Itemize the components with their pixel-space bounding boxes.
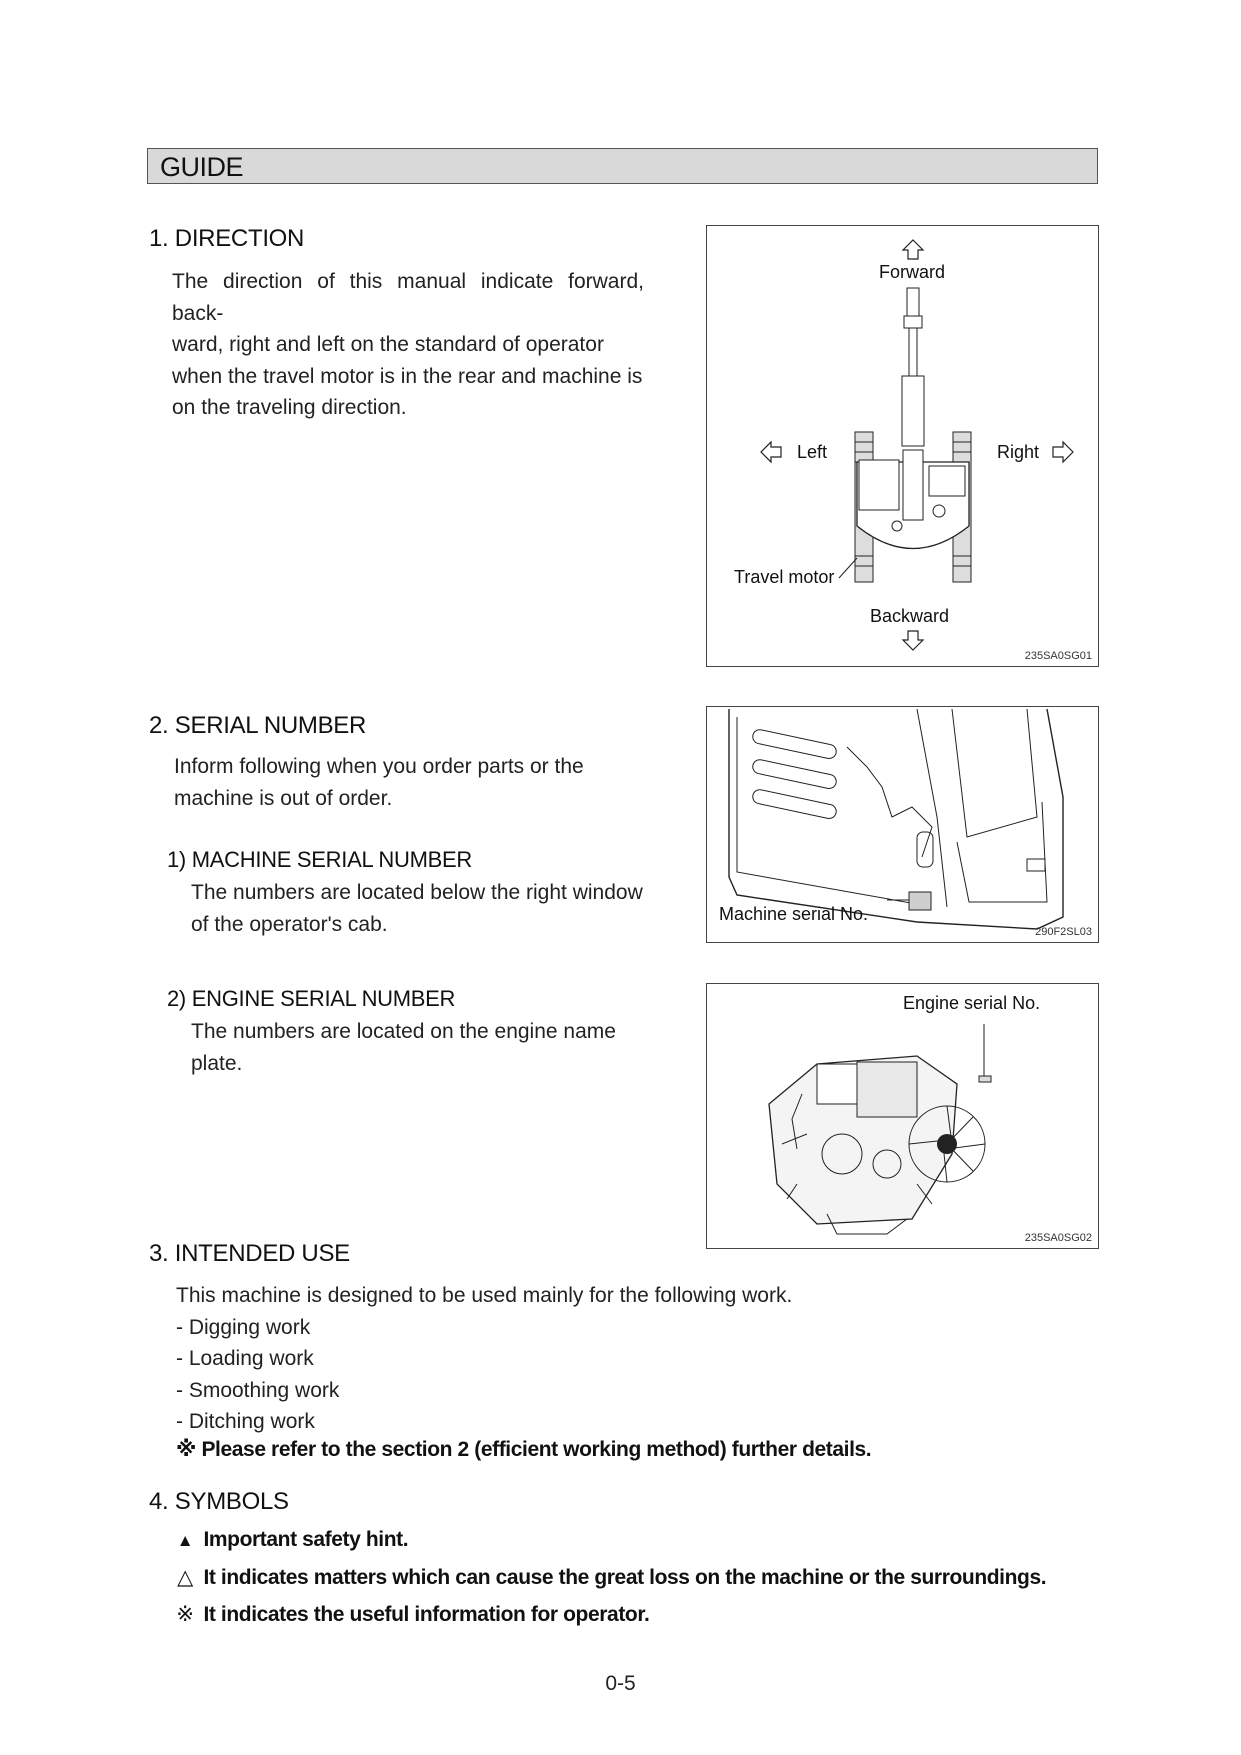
arrow-right-icon xyxy=(1053,442,1073,462)
engine-serial-label: Engine serial No. xyxy=(903,993,1041,1013)
forward-label: Forward xyxy=(879,262,946,282)
text-line: The direction of this manual indicate forward, back- xyxy=(172,270,644,325)
engine-illustration xyxy=(707,984,1098,1248)
arrow-down-icon xyxy=(903,631,923,650)
machine-serial-heading: 1) MACHINE SERIAL NUMBER xyxy=(167,847,472,872)
text-line: plate. xyxy=(191,1051,243,1075)
text-line: when the travel motor is in the rear and machine is xyxy=(172,364,643,388)
intended-use-list xyxy=(176,1280,1076,1438)
text-line: machine is out of order. xyxy=(174,786,393,810)
symbol-text: It indicates the useful information for operator. xyxy=(203,1603,650,1626)
text-line: of the operator's cab. xyxy=(191,912,388,936)
left-label: Left xyxy=(797,442,828,462)
warning-filled-icon: ▲ xyxy=(176,1531,194,1550)
figure-code: 235SA0SG02 xyxy=(1024,1232,1092,1244)
right-label: Right xyxy=(997,442,1040,462)
text-line: on the traveling direction. xyxy=(172,396,407,419)
engine-serial-heading: 2) ENGINE SERIAL NUMBER xyxy=(167,986,456,1011)
arrow-left-icon xyxy=(761,442,781,462)
page-number: 0-5 xyxy=(605,1672,636,1695)
section-serial-heading: 2. SERIAL NUMBER xyxy=(149,712,367,739)
text-line: Inform following when you order parts or the xyxy=(174,755,584,778)
symbol-row xyxy=(172,1602,649,1627)
travel-motor-label: Travel motor xyxy=(734,567,835,587)
intended-use-note: ※ Please refer to the section 2 (efficient working method) further details. xyxy=(176,1438,872,1461)
symbol-text: Important safety hint. xyxy=(203,1528,409,1551)
excavator-top-view-illustration xyxy=(707,226,1098,666)
list-item: - Ditching work xyxy=(176,1410,315,1433)
machine-serial-text xyxy=(191,877,644,940)
guide-header-bar xyxy=(147,148,1098,184)
section-intended-use-heading: 3. INTENDED USE xyxy=(149,1240,350,1267)
list-item: - Smoothing work xyxy=(176,1378,340,1402)
figure-code: 235SA0SG01 xyxy=(1024,650,1092,662)
list-item: - Loading work xyxy=(176,1347,314,1370)
engine-serial-text xyxy=(191,1016,644,1079)
machine-serial-label: Machine serial No. xyxy=(719,904,869,924)
symbol-row xyxy=(172,1528,408,1552)
direction-figure xyxy=(706,225,1099,667)
machine-serial-figure xyxy=(706,706,1099,943)
text-line: The numbers are located below the right window xyxy=(191,881,643,904)
caution-outline-icon: △ xyxy=(177,1566,193,1589)
section-direction-heading: 1. DIRECTION xyxy=(149,225,305,252)
arrow-up-icon xyxy=(903,240,923,259)
reference-mark-icon: ※ xyxy=(176,1603,194,1626)
section-symbols-heading: 4. SYMBOLS xyxy=(149,1488,289,1515)
section-direction-text xyxy=(172,266,644,424)
text-line: The numbers are located on the engine name xyxy=(191,1020,616,1043)
page-title: GUIDE xyxy=(160,152,244,182)
figure-code: 290F2SL03 xyxy=(1035,926,1092,938)
engine-serial-figure xyxy=(706,983,1099,1249)
symbol-text: It indicates matters which can cause the great loss on the machine or the surroundings. xyxy=(203,1566,1047,1589)
intended-use-intro: This machine is designed to be used mainly for the following work. xyxy=(176,1284,793,1307)
symbol-row xyxy=(172,1565,1046,1590)
text-line: ward, right and left on the standard of operator xyxy=(172,333,604,356)
section-serial-text xyxy=(174,751,644,814)
list-item: - Digging work xyxy=(176,1315,311,1339)
serial-plate xyxy=(909,892,931,910)
backward-label: Backward xyxy=(870,606,950,626)
